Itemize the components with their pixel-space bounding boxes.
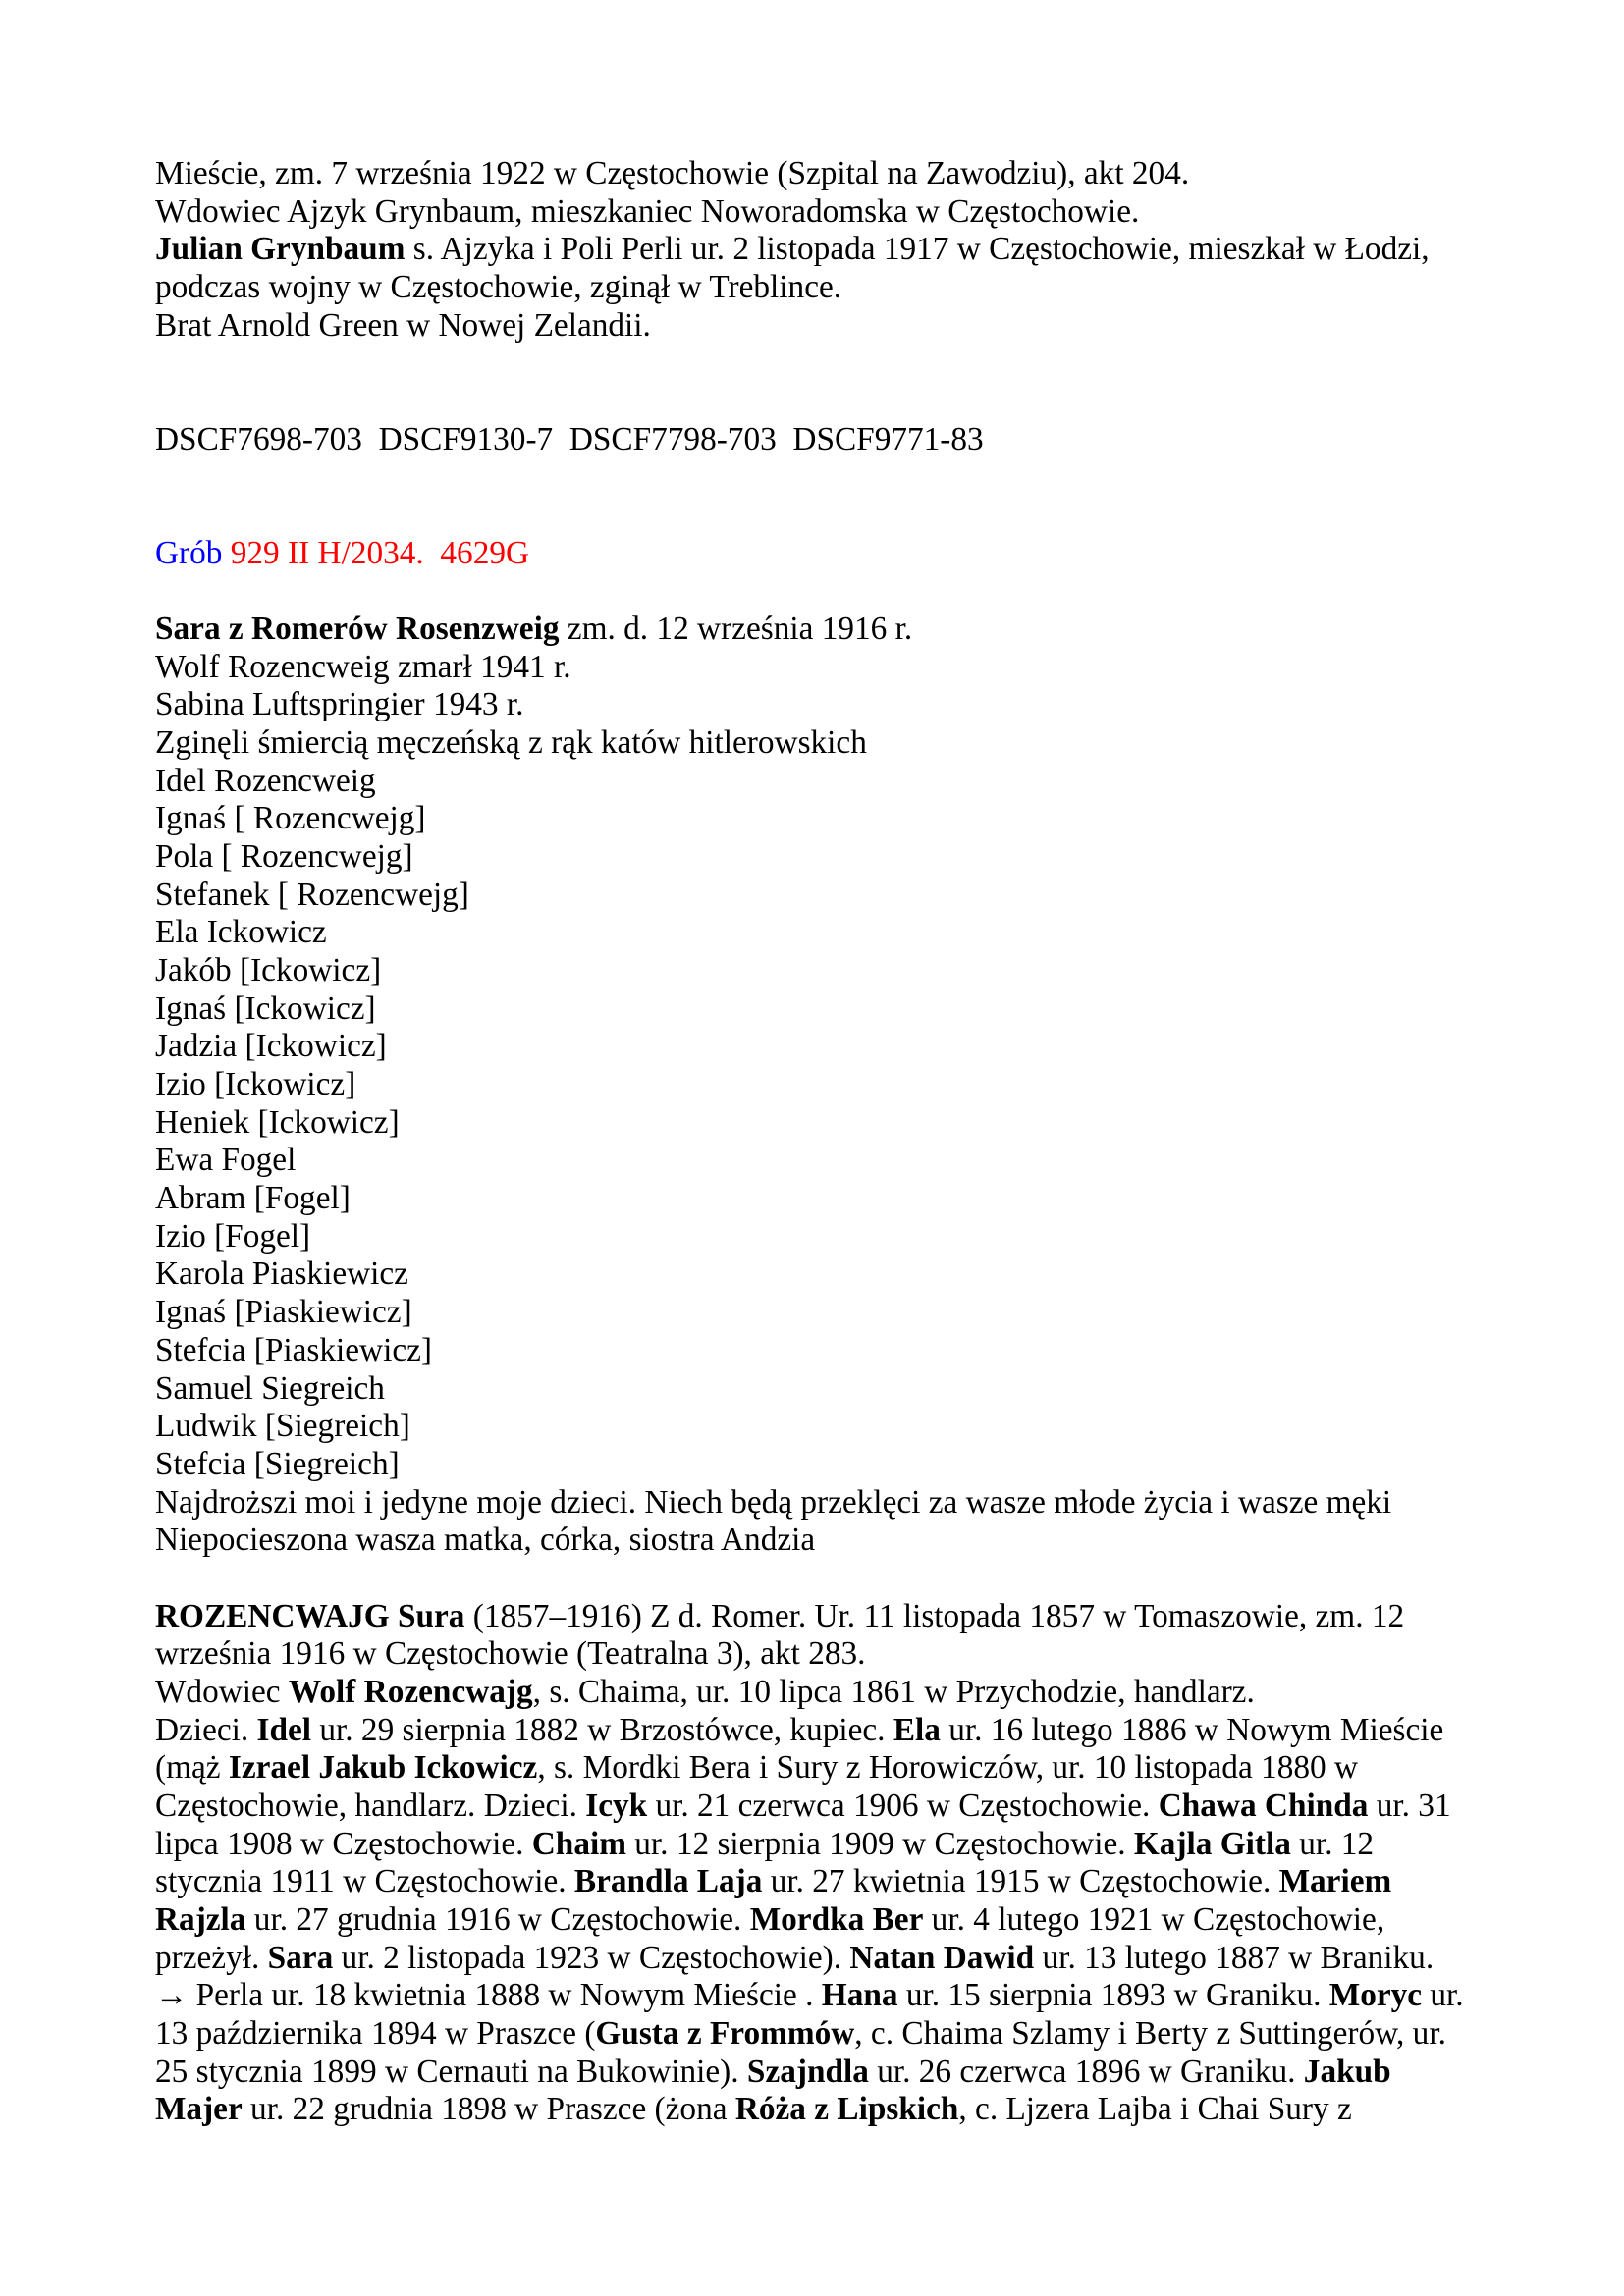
text-line — [155, 155, 1598, 193]
text-segment: Stefcia [Piaskiewicz] — [155, 1331, 432, 1368]
inscription-line — [155, 1066, 1598, 1104]
text-line — [155, 193, 1598, 232]
inscription-line — [155, 1218, 1598, 1256]
text-segment: Pola [ Rozencwejg] — [155, 838, 413, 876]
person-name: Brandla Laja — [573, 1863, 763, 1900]
person-name: Moryc — [1328, 1977, 1423, 2014]
inscription-line — [155, 990, 1598, 1029]
text-segment: Abram [Fogel] — [155, 1180, 351, 1217]
person-name: Gusta z Frommów — [595, 2014, 855, 2052]
biography-line — [155, 1826, 1598, 1864]
inscription-line — [155, 1028, 1598, 1066]
inscription-line — [155, 1408, 1598, 1446]
text-segment: Najdroższi moi i jedyne moje dzieci. Niech będą przeklęci za wasze młode życia i wasze męki — [155, 1483, 1392, 1521]
text-segment: Ignaś [ Rozencwejg] — [155, 800, 426, 837]
text-segment: s. Ajzyka i Poli Perli ur. 2 listopada 1917 w Częstochowie, mieszkał w Łodzi, — [405, 231, 1430, 268]
text-segment: ur. 16 lutego 1886 w Nowym Mieście — [940, 1711, 1444, 1748]
biography-line — [155, 1940, 1598, 1978]
inscription-line — [155, 1142, 1598, 1180]
text-segment: lipca 1908 w Częstochowie. — [155, 1825, 532, 1862]
inscription-line — [155, 1370, 1598, 1409]
biography-line — [155, 1635, 1598, 1674]
text-segment: Sabina Luftspringier 1943 r. — [155, 686, 524, 723]
inscription-line — [155, 611, 1598, 649]
person-name: Sara z Romerów Rosenzweig — [155, 611, 560, 648]
biography-line — [155, 1788, 1598, 1826]
inscription-line — [155, 952, 1598, 990]
text-segment: Mieście, zm. 7 września 1922 w Częstochowie (Szpital na Zawodziu), akt 204. — [155, 155, 1190, 191]
text-segment: podczas wojny w Częstochowie, zginął w Treblince. — [155, 269, 842, 306]
text-line — [155, 307, 1598, 346]
blank-line — [155, 383, 1598, 421]
text-segment: ur. 27 grudnia 1916 w Częstochowie. — [245, 1900, 750, 1938]
text-segment: Izio [Fogel] — [155, 1217, 311, 1255]
inscription-line — [155, 914, 1598, 952]
text-segment: (mąż — [155, 1749, 229, 1787]
text-segment: ur. 21 czerwca 1906 w Częstochowie. — [647, 1787, 1159, 1824]
inscription-line — [155, 1255, 1598, 1294]
photo-reference-list: DSCF7698-703 DSCF9130-7 DSCF7798-703 DSCF9771-83 — [155, 420, 984, 457]
person-name: Natan Dawid — [849, 1939, 1035, 1976]
text-segment: ur. 12 sierpnia 1909 w Częstochowie. — [625, 1825, 1134, 1862]
person-name: Rajzla — [155, 1900, 246, 1938]
person-name: Idel — [256, 1711, 312, 1748]
text-segment: Ewa Fogel — [155, 1142, 297, 1179]
text-segment: Idel Rozencweig — [155, 762, 376, 799]
biography-line — [155, 1749, 1598, 1788]
person-name: Chawa Chinda — [1158, 1787, 1369, 1824]
text-segment: Wdowiec — [155, 1673, 289, 1710]
biography-line — [155, 1901, 1598, 1940]
person-name: Wolf Rozencwajg — [288, 1673, 533, 1710]
photo-references — [155, 421, 1598, 459]
inscription-line — [155, 649, 1598, 687]
inscription-line — [155, 1446, 1598, 1484]
inscription-line — [155, 1104, 1598, 1143]
inscription-line — [155, 800, 1598, 838]
text-segment: Brat Arnold Green w Nowej Zelandii. — [155, 306, 651, 344]
blank-line — [155, 345, 1598, 383]
biography-line — [155, 2054, 1598, 2092]
person-name: Szajndla — [746, 2053, 869, 2090]
blank-line — [155, 497, 1598, 535]
text-segment: ur. 13 lutego 1887 w Braniku. — [1034, 1939, 1435, 1976]
text-segment: ur. 29 sierpnia 1882 w Brzostówce, kupiec. — [311, 1711, 893, 1748]
person-name: Icyk — [585, 1787, 648, 1824]
blank-line — [155, 1560, 1598, 1598]
person-name: ROZENCWAJG Sura — [155, 1597, 465, 1634]
inscription-line — [155, 1332, 1598, 1370]
text-segment: Ignaś [Piaskiewicz] — [155, 1294, 412, 1331]
grave-heading — [155, 535, 1598, 573]
inscription-line — [155, 1522, 1598, 1560]
text-segment: Niepocieszona wasza matka, córka, siostra Andzia — [155, 1522, 816, 1559]
text-segment: Ludwik [Siegreich] — [155, 1408, 410, 1445]
biography-line — [155, 1598, 1598, 1636]
text-segment: , c. Ljzera Lajba i Chai Sury z — [958, 2091, 1352, 2128]
inscription-line — [155, 877, 1598, 915]
text-segment: Jakób [Ickowicz] — [155, 952, 382, 989]
text-segment: ur. 2 listopada 1923 w Częstochowie). — [333, 1939, 850, 1976]
person-name: Mariem — [1278, 1863, 1392, 1900]
person-name: Kajla Gitla — [1133, 1825, 1291, 1862]
text-segment: Heniek [Ickowicz] — [155, 1103, 400, 1141]
text-segment: 25 stycznia 1899 w Cernauti na Bukowinie). — [155, 2053, 747, 2090]
text-segment: ur. 27 kwietnia 1915 w Częstochowie. — [762, 1863, 1279, 1900]
text-segment: , s. Mordki Bera i Sury z Horowiczów, ur. 10 listopada 1880 w — [537, 1749, 1359, 1787]
person-name: Izrael Jakub Ickowicz — [228, 1749, 538, 1787]
person-name: Chaim — [531, 1825, 626, 1862]
text-segment: ur. 22 grudnia 1898 w Praszce (żona — [242, 2091, 735, 2128]
biography-line — [155, 2091, 1598, 2129]
person-name: Majer — [155, 2091, 243, 2128]
text-segment: Wdowiec Ajzyk Grynbaum, mieszkaniec Noworadomska w Częstochowie. — [155, 192, 1140, 230]
biography-line — [155, 1977, 1598, 2015]
person-name: Ela — [893, 1711, 941, 1748]
text-segment: 13 października 1894 w Praszce ( — [155, 2014, 596, 2052]
text-segment: Ignaś [Ickowicz] — [155, 989, 376, 1027]
person-name: Julian Grynbaum — [155, 231, 406, 268]
inscription-line — [155, 763, 1598, 801]
text-segment: , s. Chaima, ur. 10 lipca 1861 w Przychodzie, handlarz. — [532, 1673, 1255, 1710]
text-segment: Wolf Rozencweig zmarł 1941 r. — [155, 648, 571, 685]
biography-line — [155, 1712, 1598, 1750]
blank-line — [155, 458, 1598, 497]
text-segment: Ela Ickowicz — [155, 914, 327, 951]
grave-label: Grób — [155, 534, 223, 571]
text-segment: przeżył. — [155, 1939, 268, 1976]
person-name: Jakub — [1303, 2053, 1391, 2090]
text-segment: Samuel Siegreich — [155, 1369, 385, 1407]
text-segment: września 1916 w Częstochowie (Teatralna 3), akt 283. — [155, 1635, 866, 1673]
text-segment: Zginęli śmiercią męczeńską z rąk katów hitlerowskich — [155, 724, 867, 762]
text-segment: ur. 12 — [1290, 1825, 1375, 1862]
inscription-line — [155, 686, 1598, 724]
inscription-line — [155, 1180, 1598, 1218]
text-line — [155, 269, 1598, 307]
text-segment: ur. 4 lutego 1921 w Częstochowie, — [923, 1900, 1385, 1938]
person-name: Róża z Lipskich — [734, 2091, 959, 2128]
inscription-line — [155, 1484, 1598, 1522]
biography-line — [155, 1863, 1598, 1901]
biography-line — [155, 2015, 1598, 2054]
text-segment: ur. 31 — [1368, 1787, 1451, 1824]
text-segment: ur. 26 czerwca 1896 w Graniku. — [868, 2053, 1304, 2090]
inscription-line — [155, 838, 1598, 877]
inscription-line — [155, 724, 1598, 763]
text-segment: ur. — [1422, 1977, 1464, 2014]
inscription-line — [155, 1294, 1598, 1332]
text-line — [155, 231, 1598, 269]
page-content — [155, 155, 1598, 2129]
person-name: Sara — [267, 1939, 334, 1976]
person-name: Mordka Ber — [749, 1900, 924, 1938]
text-segment: Stefanek [ Rozencwejg] — [155, 876, 469, 913]
person-name: Hana — [821, 1977, 898, 2014]
text-segment: Karola Piaskiewicz — [155, 1255, 408, 1293]
text-segment: Stefcia [Siegreich] — [155, 1445, 400, 1482]
text-segment: Jadzia [Ickowicz] — [155, 1028, 387, 1065]
text-segment: stycznia 1911 w Częstochowie. — [155, 1863, 574, 1900]
blank-line — [155, 572, 1598, 611]
text-segment: zm. d. 12 września 1916 r. — [559, 611, 913, 648]
text-segment: Izio [Ickowicz] — [155, 1066, 356, 1103]
biography-line — [155, 1674, 1598, 1712]
text-segment: Częstochowie, handlarz. Dzieci. — [155, 1787, 586, 1824]
grave-number: 929 II H/2034. 4629G — [222, 534, 530, 571]
text-segment: ur. 15 sierpnia 1893 w Graniku. — [897, 1977, 1329, 2014]
text-segment: , c. Chaima Szlamy i Berty z Suttingerów, ur. — [854, 2014, 1446, 2052]
text-segment: → Perla ur. 18 kwietnia 1888 w Nowym Mieście . — [155, 1977, 822, 2014]
text-segment: Dzieci. — [155, 1711, 257, 1748]
text-segment: (1857–1916) Z d. Romer. Ur. 11 listopada 1857 w Tomaszowie, zm. 12 — [464, 1597, 1405, 1634]
